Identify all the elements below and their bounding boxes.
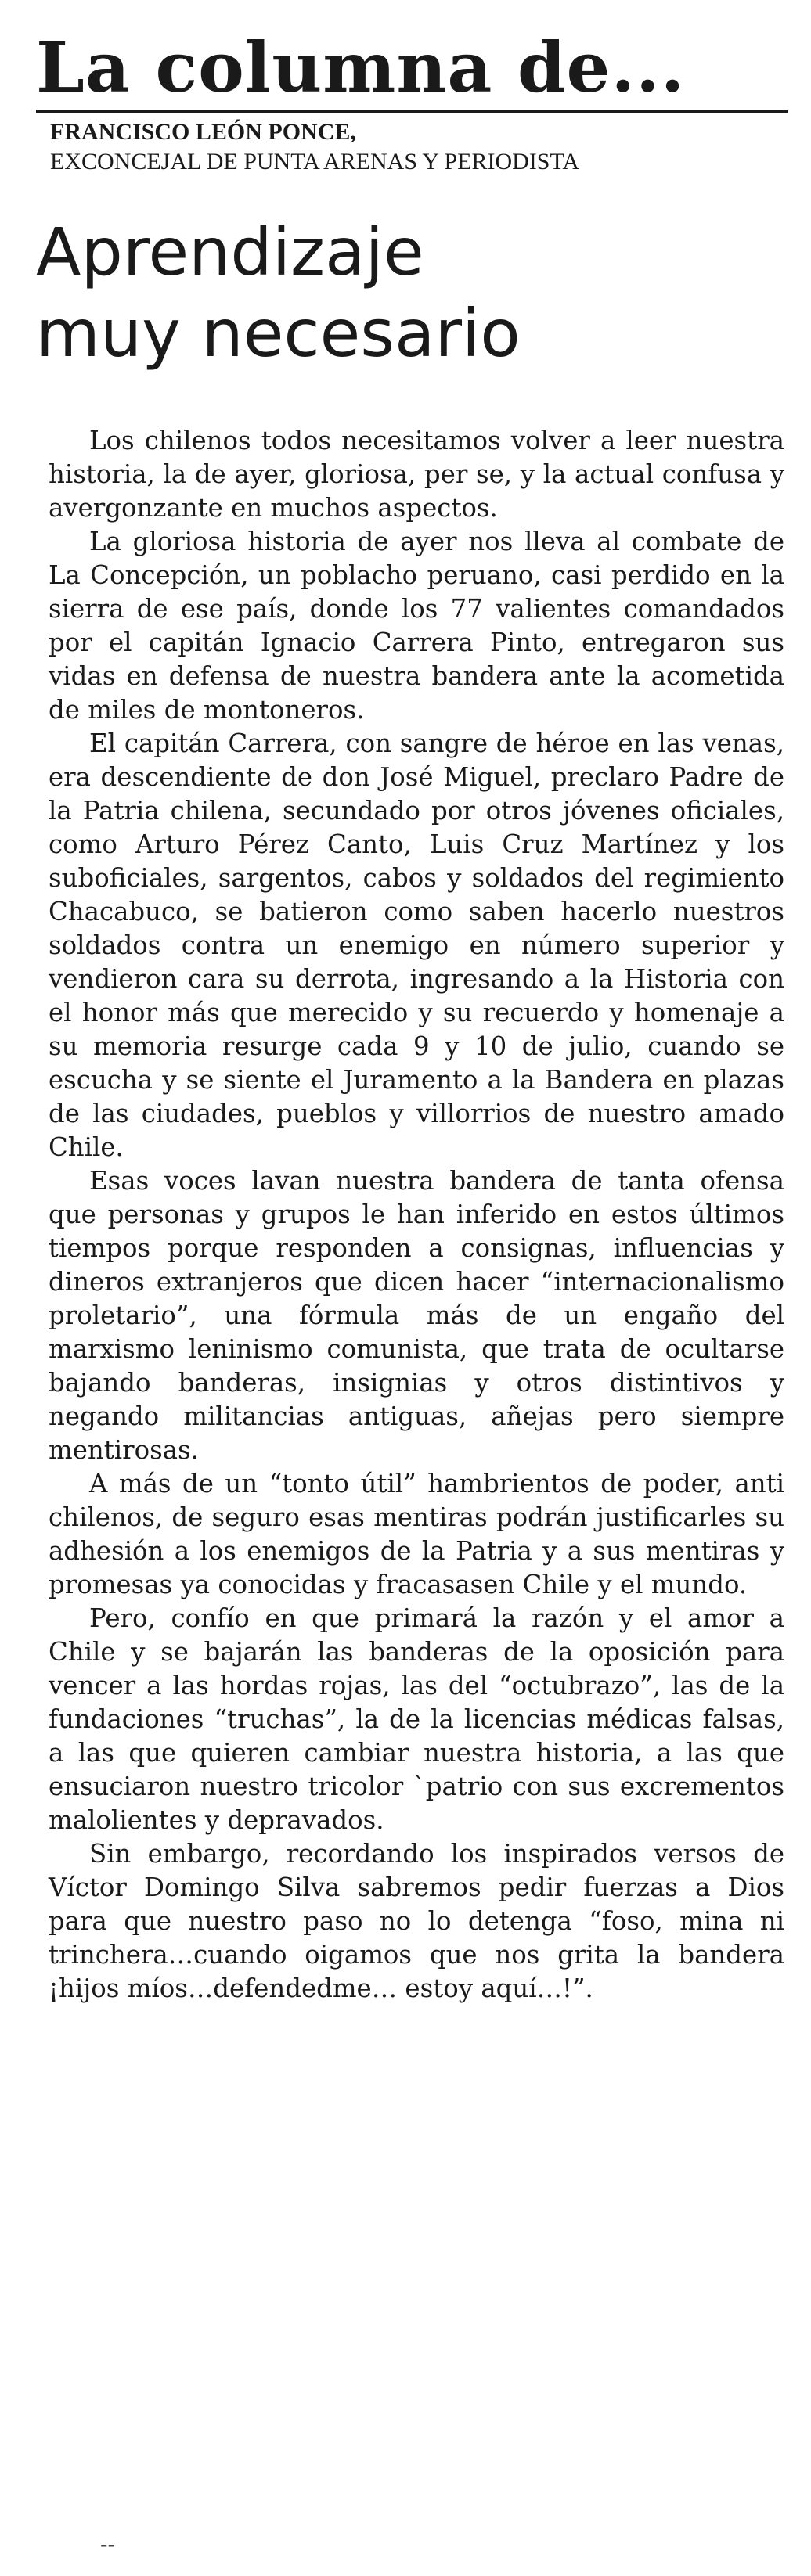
paragraph: Esas voces lavan nuestra bandera de tanta ofensa que personas y grupos le han inferido en estos últimos tiempos porque responden a consignas, influencias y dineros extranjeros que dicen hacer “internacionalismo proletario”, una fórmula más de un engaño del marxismo leninismo comunista, que trata de ocultarse bajando banderas, insignias y otros distintivos y negando militancias antiguas, añejas pero siempre mentirosas. [49, 1166, 784, 1465]
article-body [49, 424, 784, 2006]
paragraph: Pero, confío en que primará la razón y el amor a Chile y se bajarán las banderas de la oposición para vencer a las hordas rojas, las del “octubrazo”, las de la fundaciones “truchas”, la de la licencias médicas falsas, a las que quieren cambiar nuestra historia, a las que ensuciaron nuestro tricolor `patrio con sus excrementos malolientes y depravados. [49, 1603, 784, 1835]
byline-role: EXCONCEJAL DE PUNTA ARENAS Y PERIODISTA [50, 149, 580, 174]
byline [50, 117, 579, 177]
title-divider [36, 110, 788, 113]
paragraph: Sin embargo, recordando los inspirados versos de Víctor Domingo Silva sabremos pedir fuerzas a Dios para que nuestro paso no lo detenga “foso, mina ni trinchera…cuando oigamos que nos grita la bandera ¡hijos míos…defendedme… estoy aquí…!”. [49, 1839, 784, 2003]
paragraph: La gloriosa historia de ayer nos lleva al combate de La Concepción, un poblacho peruano, casi perdido en la sierra de ese país, donde los 77 valientes comandados por el capitán Ignacio Carrera Pinto, entregaron sus vidas en defensa de nuestra bandera ante la acometida de miles de montoneros. [49, 527, 784, 725]
headline-line-2: muy necesario [36, 295, 521, 372]
paragraph: El capitán Carrera, con sangre de héroe en las venas, era descendiente de don José Miguel, preclaro Padre de la Patria chilena, secundado por otros jóvenes oficiales, como Arturo Pérez Canto, Luis Cruz Martínez y los suboficiales, sargentos, cabos y soldados del regimiento Chacabuco, se batieron como saben hacerlo nuestros soldados contra un enemigo en número superior y vendieron cara su derrota, ingresando a la Historia con el honor más que merecido y su recuerdo y homenaje a su memoria resurge cada 9 y 10 de julio, cuando se escucha y se siente el Juramento a la Bandera en plazas de las ciudades, pueblos y villorrios de nuestro amado Chile. [49, 729, 784, 1162]
byline-author: FRANCISCO LEÓN PONCE, [50, 119, 356, 145]
column-title: La columna de... [36, 27, 686, 108]
end-mark: -- [100, 2531, 115, 2557]
article-headline [36, 211, 772, 374]
paragraph: Los chilenos todos necesitamos volver a leer nuestra historia, la de ayer, gloriosa, per se, y la actual confusa y avergonzante en muchos aspectos. [49, 426, 784, 523]
headline-line-1: Aprendizaje [36, 214, 424, 290]
paragraph: A más de un “tonto útil” hambrientos de poder, anti chilenos, de seguro esas mentiras podrán justificarles su adhesión a los enemigos de la Patria y a sus mentiras y promesas ya conocidas y fracasasen Chile y el mundo. [49, 1469, 784, 1599]
